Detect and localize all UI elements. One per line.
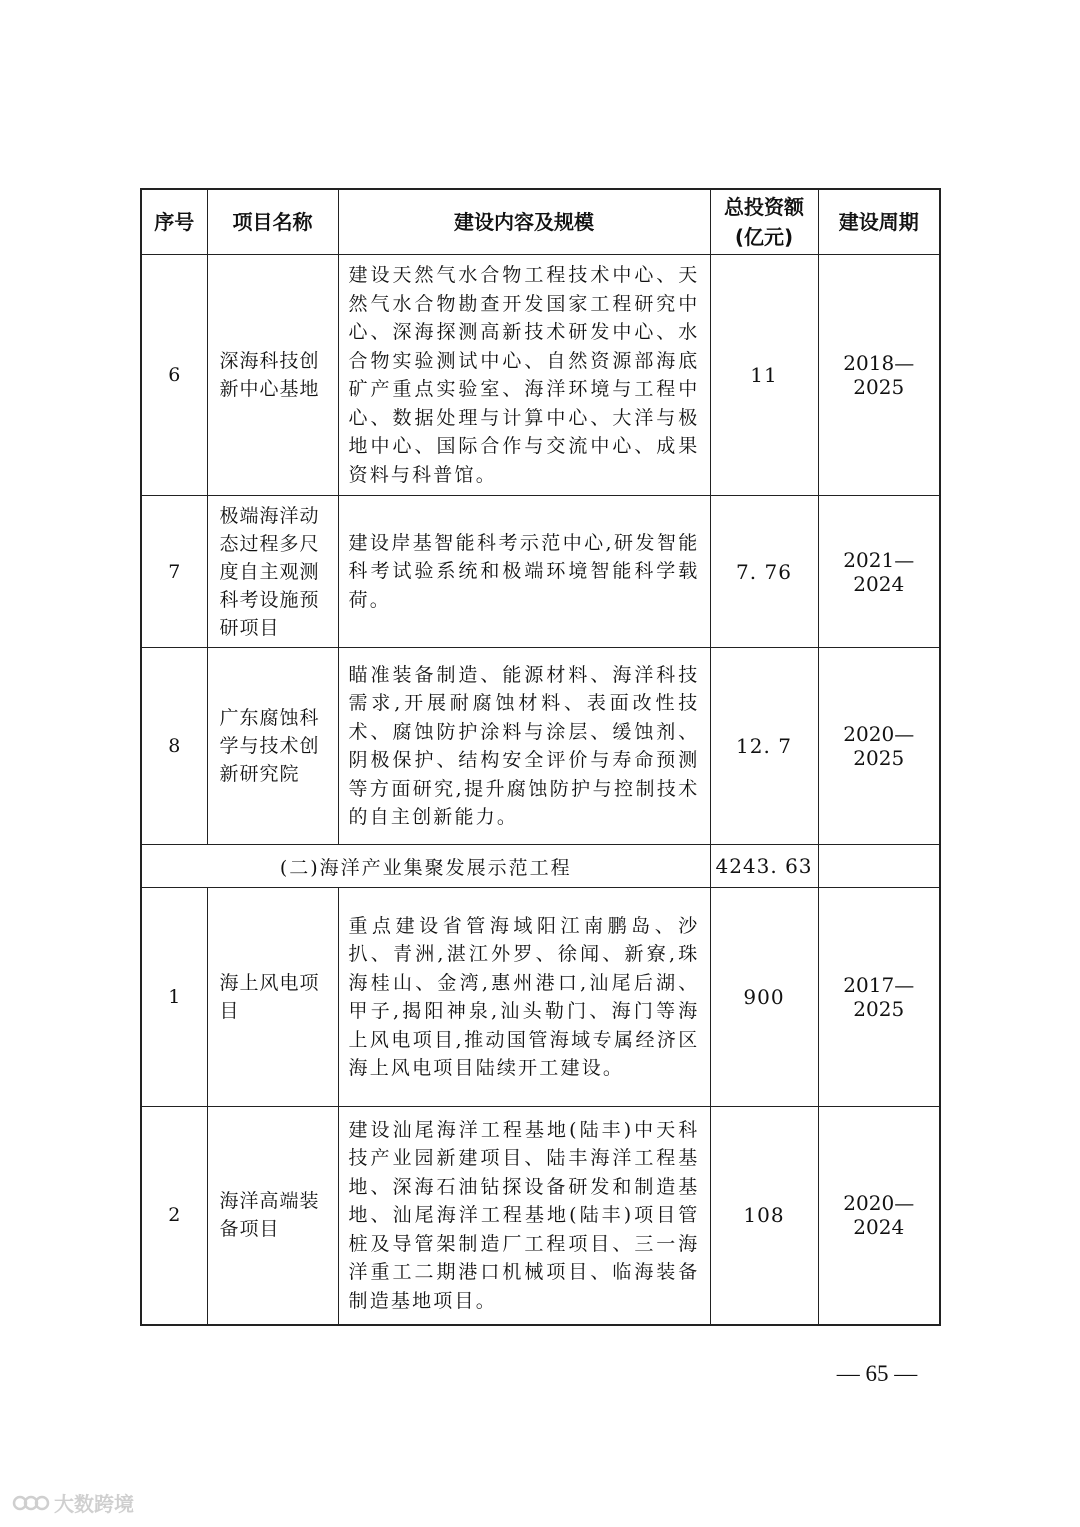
header-period: 建设周期 (818, 189, 940, 255)
header-investment-line2: (亿元) (734, 225, 794, 249)
row-content: 瞄准装备制造、能源材料、海洋科技需求,开展耐腐蚀材料、表面改性技术、腐蚀防护涂料与涂层、缓蚀剂、阴极保护、结构安全评价与寿命预测等方面研究,提升腐蚀防护与控制技术的自主创新能力。 (338, 648, 710, 845)
row-content: 建设汕尾海洋工程基地(陆丰)中天科技产业园新建项目、陆丰海洋工程基地、深海石油钻探设备研发和制造基地、汕尾海洋工程基地(陆丰)项目管桩及导管架制造厂工程项目、三一海洋重工二期港口机械项目、临海装备制造基地项目。 (338, 1107, 710, 1325)
row-period: 2017—2025 (818, 888, 940, 1107)
table-row (141, 1107, 940, 1325)
table-row (141, 496, 940, 648)
row-period: 2020—2025 (818, 648, 940, 845)
row-name: 极端海洋动态过程多尺度自主观测科考设施预研项目 (207, 496, 338, 648)
section-investment: 4243. 63 (710, 845, 818, 888)
table-header-row (141, 189, 940, 255)
row-content: 重点建设省管海域阳江南鹏岛、沙扒、青洲,湛江外罗、徐闻、新寮,珠海桂山、金湾,惠州港口,汕尾后湖、甲子,揭阳神泉,汕头勒门、海门等海上风电项目,推动国管海域专属经济区海上风电项目陆续开工建设。 (338, 888, 710, 1107)
table-row (141, 888, 940, 1107)
header-investment-line1: 总投资额 (724, 195, 804, 219)
row-name: 广东腐蚀科学与技术创新研究院 (207, 648, 338, 845)
row-name: 深海科技创新中心基地 (207, 255, 338, 496)
watermark (12, 1488, 134, 1517)
row-period: 2020—2024 (818, 1107, 940, 1325)
row-seq: 6 (141, 255, 207, 496)
watermark-text: 大数跨境 (54, 1492, 134, 1516)
table-row (141, 255, 940, 496)
row-investment: 108 (710, 1107, 818, 1325)
row-seq: 7 (141, 496, 207, 648)
watermark-logo-icon (12, 1492, 50, 1514)
row-investment: 900 (710, 888, 818, 1107)
header-content: 建设内容及规模 (338, 189, 710, 255)
project-table (140, 188, 941, 1326)
row-investment: 11 (710, 255, 818, 496)
row-seq: 8 (141, 648, 207, 845)
row-name: 海洋高端装备项目 (207, 1107, 338, 1325)
row-period: 2021—2024 (818, 496, 940, 648)
row-name: 海上风电项目 (207, 888, 338, 1107)
page-number: — 65 — (836, 1361, 918, 1386)
row-seq: 1 (141, 888, 207, 1107)
row-content: 建设天然气水合物工程技术中心、天然气水合物勘查开发国家工程研究中心、深海探测高新技术研发中心、水合物实验测试中心、自然资源部海底矿产重点实验室、海洋环境与工程中心、数据处理与计算中心、大洋与极地中心、国际合作与交流中心、成果资料与科普馆。 (338, 255, 710, 496)
section-title: (二)海洋产业集聚发展示范工程 (141, 845, 710, 888)
header-seq: 序号 (141, 189, 207, 255)
section-period-empty (818, 845, 940, 888)
row-seq: 2 (141, 1107, 207, 1325)
header-name: 项目名称 (207, 189, 338, 255)
table-row (141, 648, 940, 845)
row-content: 建设岸基智能科考示范中心,研发智能科考试验系统和极端环境智能科学载荷。 (338, 496, 710, 648)
row-investment: 7. 76 (710, 496, 818, 648)
row-period: 2018—2025 (818, 255, 940, 496)
header-investment (710, 189, 818, 255)
section-row (141, 845, 940, 888)
row-investment: 12. 7 (710, 648, 818, 845)
